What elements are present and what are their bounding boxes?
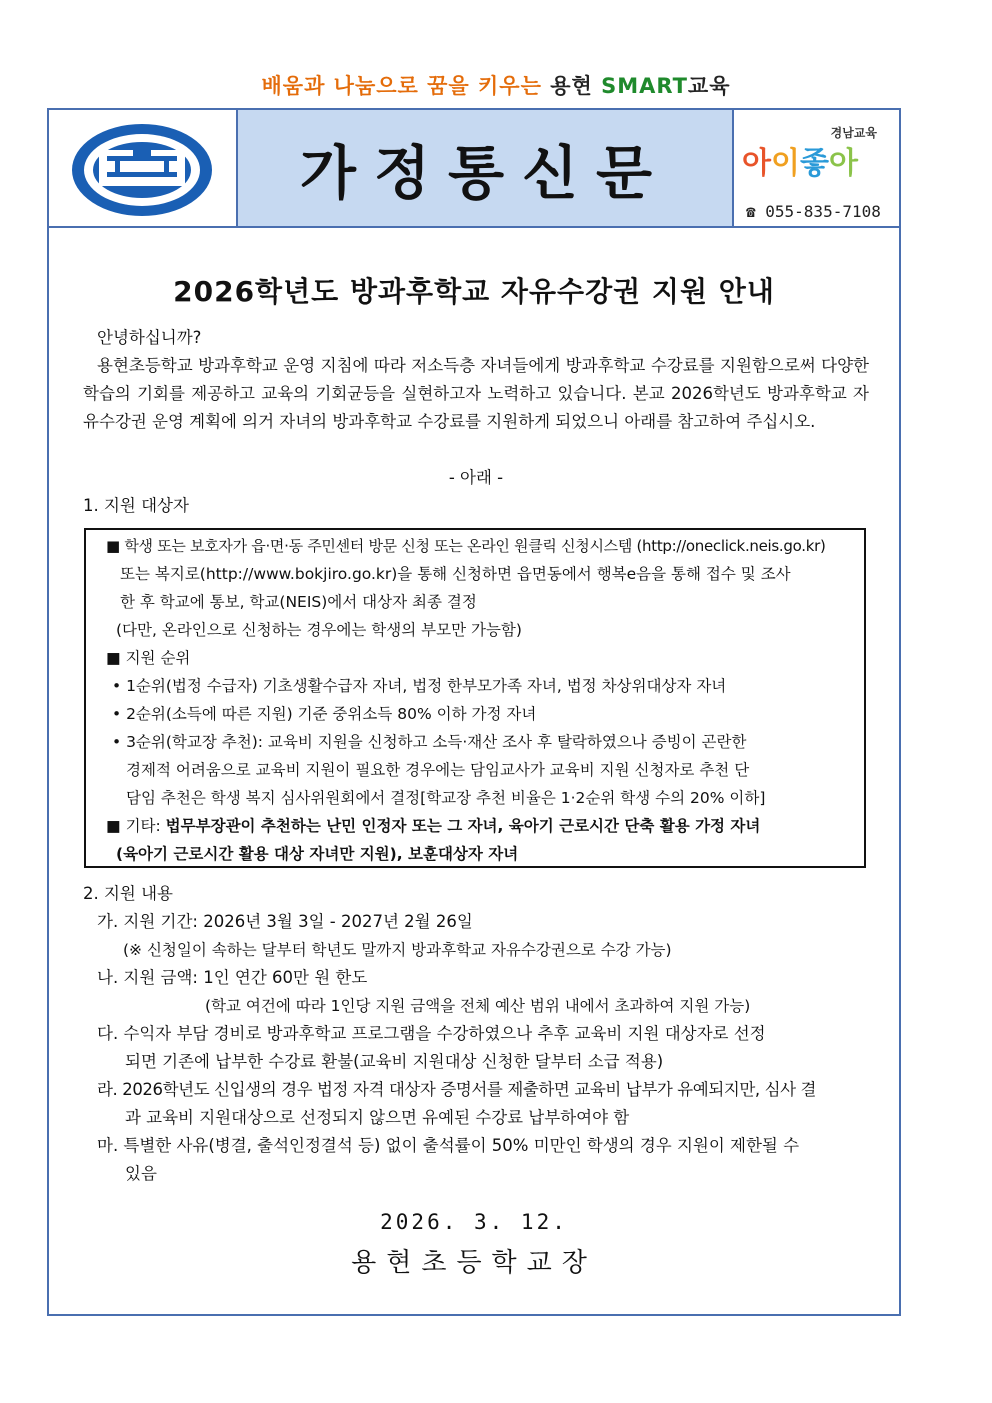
- phone-number: ☎ 055-835-7108: [746, 202, 881, 221]
- item-ma-line-1: 마. 특별한 사유(병결, 출석인정결석 등) 없이 출석률이 50% 미만인 학생의 경우 지원이 제한될 수: [97, 1136, 800, 1155]
- box-line-7: • 2순위(소득에 따른 지원) 기준 중위소득 80% 이하 가정 자녀: [112, 705, 537, 723]
- item-da-line-2: 되면 기존에 납부한 수강료 환불(교육비 지원대상 신청한 달부터 소급 적용): [125, 1052, 664, 1071]
- section-1-heading: 1. 지원 대상자: [83, 496, 189, 515]
- box-line-10: 담임 추천은 학생 복지 심사위원회에서 결정[학교장 추천 비율은 1·2순위 학생 수의 20% 이하]: [126, 789, 766, 807]
- item-ga: 가. 지원 기간: 2026년 3월 3일 - 2027년 2월 26일: [97, 912, 473, 931]
- item-ga-note: (※ 신청일이 속하는 달부터 학년도 말까지 방과후학교 자유수강권으로 수강 가능): [123, 941, 672, 959]
- issue-date: 2026. 3. 12.: [380, 1210, 568, 1234]
- slogan-part-2: 꿈을 키우는: [427, 74, 542, 98]
- box-line-11-bold: 법무부장관이 추천하는 난민 인정자 또는 그 자녀, 육아기 근로시간 단축 활용 가정 자녀: [165, 817, 761, 835]
- title-cell: [238, 110, 734, 226]
- box-line-8: • 3순위(학교장 추천): 교육비 지원을 신청하고 소득·재산 조사 후 탈락하였으나 증빙이 곤란한: [112, 733, 747, 751]
- slogan-part-1: 배움과 나눔으로: [261, 74, 419, 98]
- box-line-6: • 1순위(법정 수급자) 기초생활수급자 자녀, 법정 한부모가족 자녀, 법정 차상위대상자 자녀: [112, 677, 727, 695]
- box-line-9: 경제적 어려움으로 교육비 지원이 필요한 경우에는 담임교사가 교육비 지원 신청자로 추천 단: [126, 761, 750, 779]
- document-title: 2026학년도 방과후학교 자유수강권 지원 안내: [173, 275, 775, 308]
- box-line-11: [106, 813, 760, 840]
- item-ra-line-2: 과 교육비 지원대상으로 선정되지 않으면 유예된 수강료 납부하여야 함: [125, 1108, 630, 1127]
- box-line-5: ■ 지원 순위: [106, 649, 191, 667]
- box-line-12: (육아기 근로시간 활용 대상 자녀만 지원), 보훈대상자 자녀: [116, 845, 519, 863]
- item-ra-line-1: 라. 2026학년도 신입생의 경우 법정 자격 대상자 증명서를 제출하면 교육비 납부가 유예되지만, 심사 결: [97, 1080, 817, 1099]
- eligibility-box: [84, 528, 866, 868]
- newsletter-title: 가정통신문: [299, 139, 671, 207]
- below-marker: - 아래 -: [448, 468, 504, 487]
- slogan: [0, 70, 992, 100]
- box-line-3: 한 후 학교에 통보, 학교(NEIS)에서 대상자 최종 결정: [120, 593, 477, 611]
- slogan-part-5: 교육: [687, 74, 731, 98]
- box-line-4: (다만, 온라인으로 신청하는 경우에는 학생의 부모만 가능함): [116, 621, 522, 639]
- item-na-note: (학교 여건에 따라 1인당 지원 금액을 전체 예산 범위 내에서 초과하여 지원 가능): [205, 997, 751, 1015]
- intro-paragraph: 용현초등학교 방과후학교 운영 지침에 따라 저소득층 자녀들에게 방과후학교 수강료를 지원함으로써 다양한 학습의 기회를 제공하고 교육의 기회균등을 실현하고자 노력하고 있습니다. 본교 2026학년도 방과후학교 자유수강권 운영 계획에 의거 자녀의 방과후학교 수강료를 지원하게 되었으니 아래를 참고하여 주십시오.: [83, 356, 869, 431]
- box-line-1: ■ 학생 또는 보호자가 읍·면·동 주민센터 방문 신청 또는 온라인 원클릭 신청시스템 (http://oneclick.neis.go.kr): [106, 537, 826, 555]
- section-2-heading: 2. 지원 내용: [83, 884, 173, 903]
- brand-char-2: 이: [770, 146, 800, 181]
- greeting: 안녕하십니까?: [97, 328, 202, 347]
- brand-char-1: 아: [742, 146, 771, 181]
- slogan-part-3: 용현: [550, 74, 593, 98]
- brand-small-text: 경남교육: [830, 126, 877, 140]
- header: [49, 110, 899, 228]
- box-line-11-prefix: ■ 기타:: [106, 817, 166, 835]
- brand-char-3: 좋: [799, 146, 829, 181]
- box-line-2: 또는 복지로(http://www.bokjiro.go.kr)을 통해 신청하면 읍면동에서 행복e음을 통해 접수 및 조사: [120, 565, 791, 583]
- item-da-line-1: 다. 수익자 부담 경비로 방과후학교 프로그램을 수강하였으나 추후 교육비 지원 대상자로 선정: [97, 1024, 766, 1043]
- document-frame: [47, 108, 901, 1316]
- school-logo-icon: [49, 110, 236, 226]
- signer-name: 용현초등학교장: [351, 1248, 597, 1278]
- item-na: 나. 지원 금액: 1인 연간 60만 원 한도: [97, 968, 368, 987]
- slogan-part-4: SMART: [601, 74, 688, 98]
- logo-cell: [49, 110, 238, 226]
- brand-char-4: 아: [828, 146, 858, 181]
- item-ma-line-2: 있음: [125, 1164, 157, 1183]
- brand-logo: [742, 138, 858, 182]
- brand-cell: [734, 110, 899, 226]
